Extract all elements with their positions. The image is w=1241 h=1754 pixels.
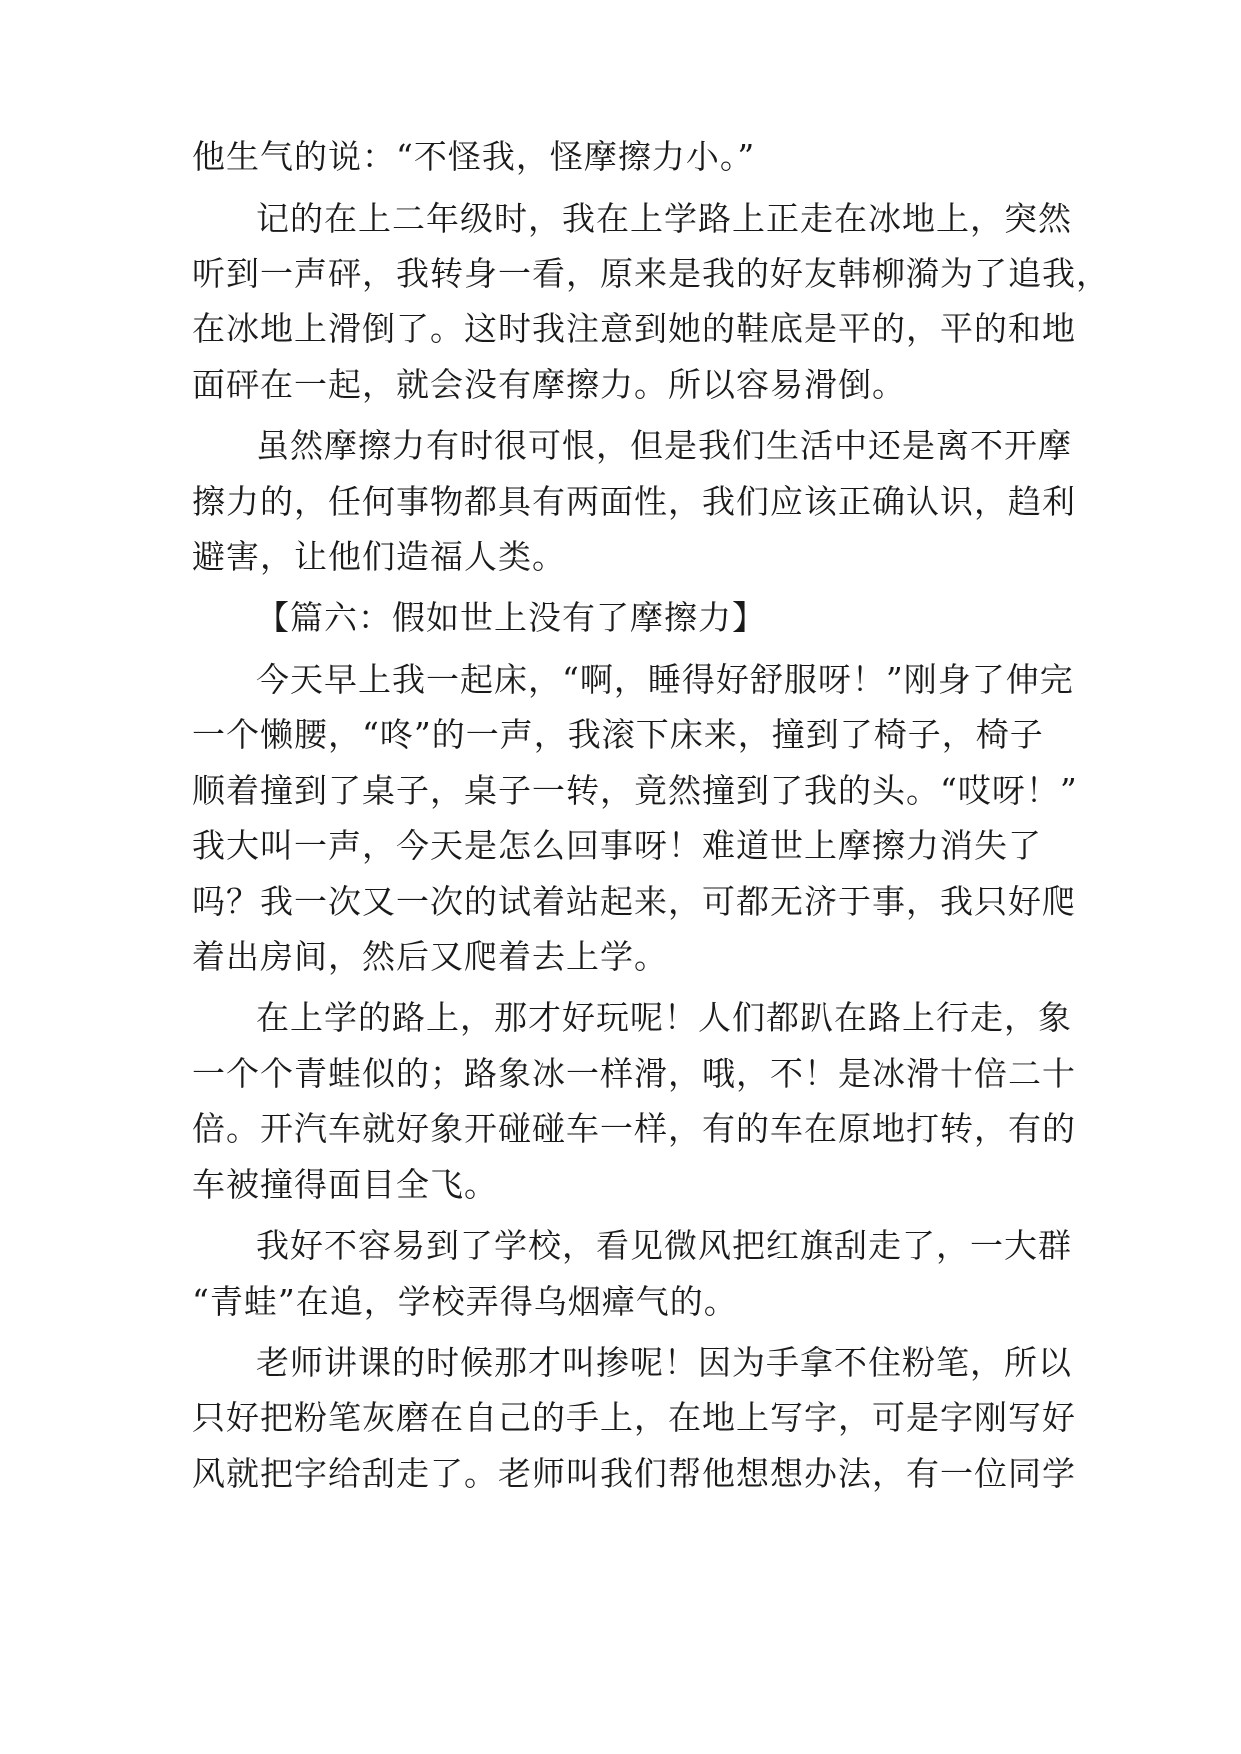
text-line: 今天早上我一起床，“啊，睡得好舒服呀！”刚身了伸完 [256,660,1074,699]
text-line: 面砰在一起，就会没有摩擦力。所以容易滑倒。 [192,365,906,404]
text-line: 一个懒腰，“咚”的一声，我滚下床来，撞到了椅子，椅子 [192,715,1044,754]
text-line: 一个个青蛙似的；路象冰一样滑，哦，不！是冰滑十倍二十 [192,1054,1076,1093]
text-line: “青蛙”在追，学校弄得乌烟瘴气的。 [192,1282,738,1321]
text-line: 我大叫一声，今天是怎么回事呀！难道世上摩擦力消失了 [192,826,1042,865]
text-line: 老师讲课的时候那才叫掺呢！因为手拿不住粉笔，所以 [256,1343,1072,1382]
text-line: 虽然摩擦力有时很可恨，但是我们生活中还是离不开摩 [256,426,1072,465]
text-line: 顺着撞到了桌子，桌子一转，竟然撞到了我的头。“哎呀！” [192,771,1078,810]
text-line: 在上学的路上，那才好玩呢！人们都趴在路上行走，象 [256,998,1072,1037]
text-line: 听到一声砰，我转身一看，原来是我的好友韩柳漪为了追我， [192,254,1110,293]
text-line: 他生气的说：“不怪我，怪摩擦力小。” [192,137,756,176]
text-line: 擦力的，任何事物都具有两面性，我们应该正确认识，趋利 [192,482,1076,521]
text-line: 避害，让他们造福人类。 [192,537,566,576]
section-heading: 【篇六：假如世上没有了摩擦力】 [256,598,766,637]
text-line: 只好把粉笔灰磨在自己的手上，在地上写字，可是字刚写好 [192,1398,1076,1437]
text-line: 风就把字给刮走了。老师叫我们帮他想想办法，有一位同学 [192,1454,1076,1493]
text-line: 倍。开汽车就好象开碰碰车一样，有的车在原地打转，有的 [192,1109,1076,1148]
text-line: 记的在上二年级时，我在上学路上正走在冰地上，突然 [256,199,1072,238]
text-line: 在冰地上滑倒了。这时我注意到她的鞋底是平的，平的和地 [192,309,1076,348]
text-line: 吗？我一次又一次的试着站起来，可都无济于事，我只好爬 [192,882,1076,921]
text-line: 我好不容易到了学校，看见微风把红旗刮走了，一大群 [256,1226,1072,1265]
text-line: 着出房间，然后又爬着去上学。 [192,937,668,976]
text-line: 车被撞得面目全飞。 [192,1165,498,1204]
